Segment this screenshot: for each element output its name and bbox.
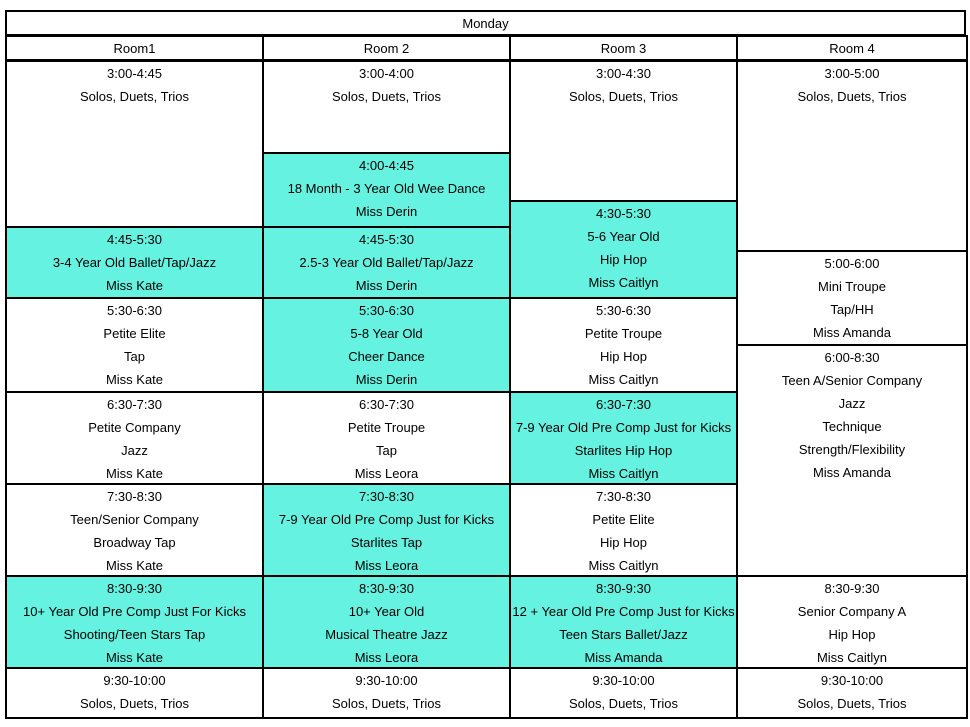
time-slot: 9:30-10:00 bbox=[103, 673, 166, 688]
class-detail: Solos, Duets, Trios bbox=[797, 89, 907, 104]
time-slot: 7:30-8:30 bbox=[359, 489, 414, 504]
class-detail: Starlites Tap bbox=[350, 535, 423, 550]
class-detail: Miss Kate bbox=[105, 650, 164, 665]
class-detail: 10+ Year Old Pre Comp Just For Kicks bbox=[23, 604, 246, 619]
time-slot: 5:30-6:30 bbox=[359, 303, 414, 318]
class-detail: 7-9 Year Old Pre Comp Just for Kicks bbox=[515, 420, 732, 435]
class-detail: Shooting/Teen Stars Tap bbox=[63, 627, 206, 642]
time-slot: 3:00-4:00 bbox=[359, 66, 414, 81]
class-block bbox=[5, 297, 264, 393]
class-detail: Hip Hop bbox=[828, 627, 876, 642]
room-label: Room1 bbox=[113, 41, 156, 56]
class-block-highlighted bbox=[262, 152, 511, 228]
class-block bbox=[5, 667, 264, 719]
class-detail: Miss Caitlyn bbox=[588, 466, 659, 481]
class-block bbox=[736, 344, 968, 577]
time-slot: 8:30-9:30 bbox=[107, 581, 162, 596]
room-header bbox=[262, 35, 511, 61]
class-detail: Mini Troupe bbox=[818, 279, 886, 294]
room-header bbox=[5, 35, 264, 61]
time-slot: 6:30-7:30 bbox=[107, 397, 162, 412]
class-detail: Starlites Hip Hop bbox=[574, 443, 673, 458]
time-slot: 8:30-9:30 bbox=[824, 581, 880, 596]
class-block-highlighted bbox=[262, 575, 511, 669]
class-detail: Solos, Duets, Trios bbox=[568, 696, 679, 711]
class-detail: Miss Leora bbox=[354, 650, 419, 665]
class-detail: Jazz bbox=[838, 396, 866, 411]
class-detail: Miss Kate bbox=[105, 278, 164, 293]
class-block-highlighted bbox=[509, 575, 738, 669]
class-detail: 3-4 Year Old Ballet/Tap/Jazz bbox=[52, 255, 217, 270]
room-label: Room 4 bbox=[829, 41, 875, 56]
time-slot: 6:30-7:30 bbox=[596, 397, 651, 412]
class-detail: Miss Amanda bbox=[812, 325, 892, 340]
class-detail: 5-8 Year Old bbox=[350, 326, 423, 341]
class-detail: 5-6 Year Old bbox=[587, 229, 660, 244]
class-detail: 2.5-3 Year Old Ballet/Tap/Jazz bbox=[299, 255, 474, 270]
class-detail: Solos, Duets, Trios bbox=[331, 89, 442, 104]
room-header bbox=[509, 35, 738, 61]
class-block bbox=[509, 60, 738, 202]
time-slot: 5:30-6:30 bbox=[107, 303, 162, 318]
class-block-highlighted bbox=[5, 575, 264, 669]
class-detail: Teen A/Senior Company bbox=[781, 373, 923, 388]
class-block-highlighted bbox=[509, 200, 738, 299]
day-title: Monday bbox=[462, 16, 509, 31]
time-slot: 6:30-7:30 bbox=[359, 397, 414, 412]
class-detail: Solos, Duets, Trios bbox=[79, 89, 190, 104]
class-detail: Miss Caitlyn bbox=[588, 372, 659, 387]
time-slot: 9:30-10:00 bbox=[592, 673, 655, 688]
class-block bbox=[262, 391, 511, 485]
class-block-highlighted bbox=[262, 297, 511, 393]
class-block-highlighted bbox=[5, 226, 264, 299]
class-detail: Miss Amanda bbox=[812, 465, 892, 480]
class-detail: Miss Kate bbox=[105, 372, 164, 387]
class-block bbox=[262, 667, 511, 719]
class-detail: Miss Derin bbox=[355, 372, 418, 387]
class-block bbox=[262, 60, 511, 154]
class-detail: Teen/Senior Company bbox=[70, 512, 199, 527]
day-header bbox=[5, 10, 966, 36]
class-detail: Miss Caitlyn bbox=[816, 650, 888, 665]
class-detail: Solos, Duets, Trios bbox=[79, 696, 190, 711]
class-detail: Technique bbox=[822, 419, 882, 434]
class-detail: Miss Kate bbox=[105, 558, 164, 573]
time-slot: 3:00-4:45 bbox=[107, 66, 162, 81]
class-detail: Miss Caitlyn bbox=[588, 558, 659, 573]
time-slot: 3:00-5:00 bbox=[824, 66, 880, 81]
class-block bbox=[5, 60, 264, 228]
class-detail: Petite Elite bbox=[103, 326, 166, 341]
time-slot: 3:00-4:30 bbox=[596, 66, 651, 81]
time-slot: 7:30-8:30 bbox=[107, 489, 162, 504]
class-block bbox=[736, 575, 968, 669]
class-detail: Miss Derin bbox=[355, 278, 418, 293]
time-slot: 6:00-8:30 bbox=[824, 350, 880, 365]
class-block bbox=[509, 297, 738, 393]
time-slot: 4:00-4:45 bbox=[359, 158, 414, 173]
class-detail: Musical Theatre Jazz bbox=[325, 627, 448, 642]
class-detail: Miss Leora bbox=[354, 558, 419, 573]
class-detail: 7-9 Year Old Pre Comp Just for Kicks bbox=[278, 512, 495, 527]
time-slot: 8:30-9:30 bbox=[596, 581, 651, 596]
time-slot: 8:30-9:30 bbox=[359, 581, 414, 596]
room-label: Room 2 bbox=[363, 41, 410, 56]
class-detail: Strength/Flexibility bbox=[798, 442, 906, 457]
class-block bbox=[736, 667, 968, 719]
class-detail: Miss Derin bbox=[355, 204, 418, 219]
class-block bbox=[736, 250, 968, 346]
time-slot: 5:00-6:00 bbox=[824, 256, 880, 271]
class-detail: Petite Elite bbox=[592, 512, 655, 527]
class-detail: Tap bbox=[124, 349, 145, 364]
class-detail: Tap/HH bbox=[830, 302, 874, 317]
class-detail: Teen Stars Ballet/Jazz bbox=[559, 627, 688, 642]
class-block bbox=[509, 483, 738, 577]
class-block-highlighted bbox=[262, 483, 511, 577]
class-block bbox=[5, 391, 264, 485]
time-slot: 4:45-5:30 bbox=[359, 232, 414, 247]
class-detail: Miss Kate bbox=[105, 466, 164, 481]
class-detail: Miss Caitlyn bbox=[588, 275, 659, 290]
class-detail: Jazz bbox=[121, 443, 148, 458]
class-block bbox=[736, 60, 968, 252]
class-detail: 10+ Year Old bbox=[348, 604, 425, 619]
class-detail: Hip Hop bbox=[600, 252, 647, 267]
class-block bbox=[5, 483, 264, 577]
class-detail: Miss Leora bbox=[354, 466, 419, 481]
class-detail: Cheer Dance bbox=[348, 349, 425, 364]
time-slot: 7:30-8:30 bbox=[596, 489, 651, 504]
class-detail: Senior Company A bbox=[797, 604, 907, 619]
class-detail: 18 Month - 3 Year Old Wee Dance bbox=[287, 181, 486, 196]
class-detail: Hip Hop bbox=[600, 535, 647, 550]
class-detail: 12 + Year Old Pre Comp Just for Kicks bbox=[512, 604, 735, 619]
class-detail: Solos, Duets, Trios bbox=[331, 696, 442, 711]
class-detail: Miss Amanda bbox=[584, 650, 663, 665]
class-detail: Petite Troupe bbox=[584, 326, 663, 341]
time-slot: 4:30-5:30 bbox=[596, 206, 651, 221]
class-detail: Solos, Duets, Trios bbox=[797, 696, 907, 711]
class-block-highlighted bbox=[262, 226, 511, 299]
time-slot: 9:30-10:00 bbox=[820, 673, 884, 688]
room-label: Room 3 bbox=[600, 41, 647, 56]
class-detail: Solos, Duets, Trios bbox=[568, 89, 679, 104]
time-slot: 4:45-5:30 bbox=[107, 232, 162, 247]
class-detail: Hip Hop bbox=[600, 349, 647, 364]
room-header bbox=[736, 35, 968, 61]
class-block bbox=[509, 667, 738, 719]
class-detail: Broadway Tap bbox=[93, 535, 176, 550]
class-block-highlighted bbox=[509, 391, 738, 485]
class-detail: Petite Troupe bbox=[347, 420, 426, 435]
class-detail: Petite Company bbox=[88, 420, 181, 435]
time-slot: 9:30-10:00 bbox=[355, 673, 418, 688]
class-detail: Tap bbox=[376, 443, 397, 458]
time-slot: 5:30-6:30 bbox=[596, 303, 651, 318]
